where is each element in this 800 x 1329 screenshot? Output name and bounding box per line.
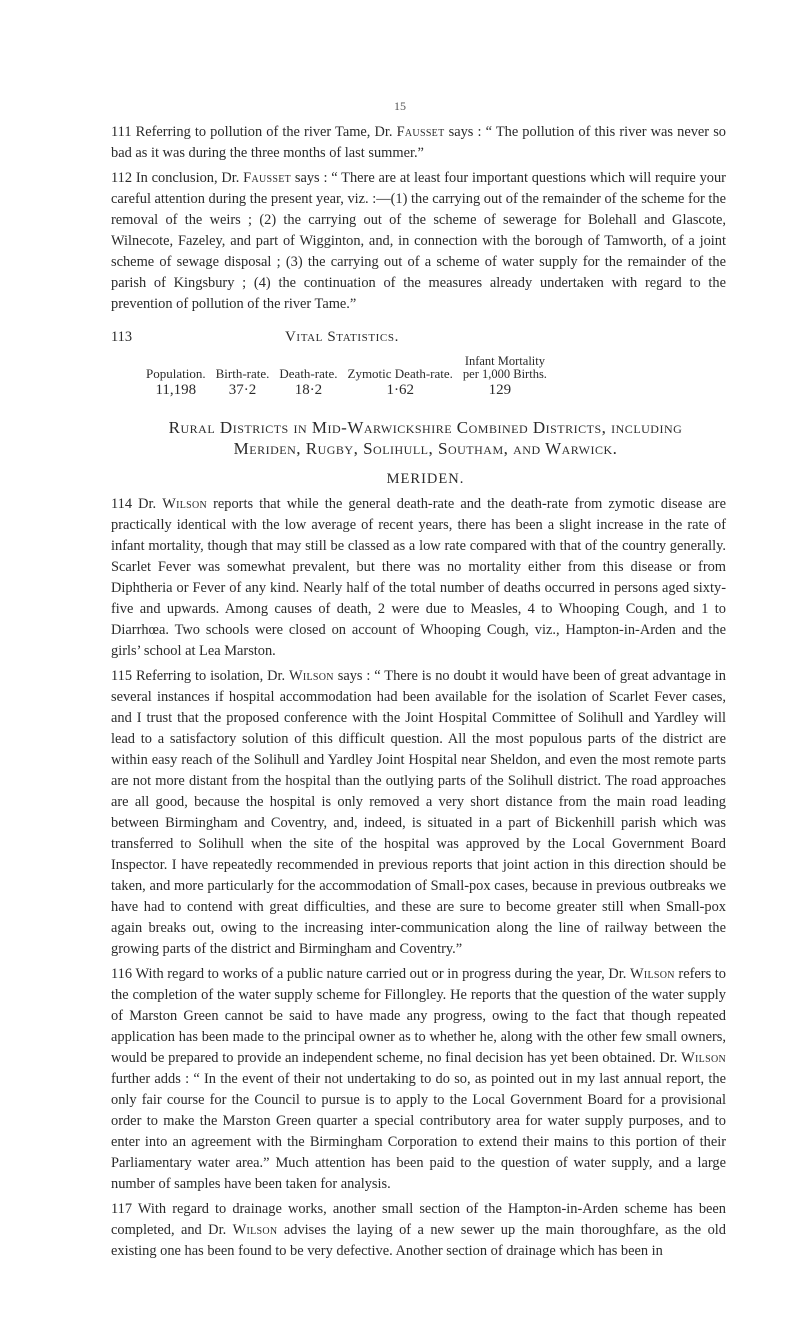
- vital-statistics-heading: [111, 327, 726, 345]
- document-body: [111, 122, 726, 1266]
- author-name: Fausset: [396, 124, 445, 140]
- paragraph-114: 114 Dr. Wilson reports that while the general death-rate and the death-rate from zymotic disease are practically identical with the low average of recent years, there has been a slight increase in the rate of infant mortality, though that may still be classed as a low rate compared with that of the country generally. Scarlet Fever was somewhat prevalent, but there was no mortality either from this disease or from Diphtheria or Fever of any kind. Nearly half of the total number of deaths occurred in persons aged sixty-five and upwards. Among causes of death, 2 were due to Measles, 4 to Whooping Cough, and 1 to Diarrhœa. Two schools were closed on account of Whooping Cough, viz., Hampton-in-Arden and the girls’ school at Lea Marston.: [111, 496, 726, 659]
- header-death-rate: Death-rate.: [279, 366, 338, 381]
- header-zymotic-death-rate: Zymotic Death-rate.: [347, 366, 453, 381]
- table-values-row: [146, 381, 547, 397]
- author-name: Wilson: [289, 668, 334, 684]
- author-name: Wilson: [232, 1222, 278, 1238]
- page-number: 15: [394, 99, 406, 113]
- paragraph-number: 112: [111, 170, 133, 186]
- paragraph-number: 113: [111, 329, 133, 345]
- paragraph-number: 116: [111, 966, 133, 982]
- paragraph-number: 114: [111, 496, 133, 512]
- paragraph-number: 111: [111, 124, 132, 140]
- paragraph-116: 116 With regard to works of a public nature carried out or in progress during the year, Dr. Wilson refers to the completion of the water supply scheme for Fillongley. He reports that the question of the water supply of Marston Green cannot be said to have made any progress, owing to the fact that though repeated application has been made to the principal owner as to whether he, along with the other few small owners, would be prepared to provide an independent scheme, no final decision has yet been obtained. Dr. Wilson further adds : “ In the event of their not undertaking to do so, as pointed out in my last annual report, the only fair course for the Council to pursue is to apply to the Local Government Board for a provisional order to make the Marston Green quarter a special contributory area for water supply purposes, and to enter into an agreement with the Birmingham Corporation to extend their mains to this portion of their Parliamentary water area.” Much attention has been paid to the question of water supply, and a large number of samples have been taken for analysis.: [111, 966, 726, 1192]
- value-birth-rate: 37·2: [228, 382, 257, 398]
- vital-statistics-table: [146, 355, 547, 397]
- header-birth-rate: Birth-rate.: [215, 366, 270, 381]
- section-title: Rural Districts in Mid-Warwickshire Combined Districts, including Meriden, Rugby, Solihull, Southam, and Warwick.: [168, 418, 683, 458]
- paragraph-number: 115: [111, 668, 133, 684]
- district-subheading: MERIDEN.: [386, 471, 465, 487]
- header-infant-mortality: Infant Mortality per 1,000 Births.: [462, 354, 547, 381]
- author-name: Wilson: [681, 1050, 726, 1066]
- header-population: Population.: [146, 366, 206, 381]
- paragraph-117: 117 With regard to drainage works, another small section of the Hampton-in-Arden scheme has been completed, and Dr. Wilson advises the laying of a new sewer up the main thoroughfare, as the old existing one has been found to be very defective. Another section of drainage which has been in: [111, 1201, 726, 1259]
- table-header-row: [146, 355, 547, 381]
- paragraph-111: 111 Referring to pollution of the river Tame, Dr. Fausset says : “ The pollution of this river was never so bad as it was during the three months of last summer.”: [111, 124, 726, 161]
- paragraph-112: 112 In conclusion, Dr. Fausset says : “ There are at least four important questions which will require your careful attention during the present year, viz. :—(1) the carrying out of the remainder of the scheme for the removal of the weirs ; (2) the carrying out of the scheme of sewerage for Bolehall and Glascote, Wilnecote, Fazeley, and part of Wigginton, and, in connection with the borough of Tamworth, of a joint scheme of sewage disposal ; (3) the carrying out of a scheme of water supply for the remainder of the parish of Kingsbury ; (4) the continuation of the measures already undertaken with regard to the prevention of pollution of the river Tame.”: [111, 170, 726, 312]
- author-name: Wilson: [162, 496, 208, 512]
- author-name: Fausset: [243, 170, 292, 186]
- vital-statistics-title: Vital Statistics.: [285, 329, 399, 345]
- paragraph-115: 115 Referring to isolation, Dr. Wilson says : “ There is no doubt it would have been of great advantage in several instances if hospital accommodation had been available for the isolation of Scarlet Fever cases, and I trust that the proposed conference with the Joint Hospital Committee of Solihull and Yardley will lead to a satisfactory solution of this difficult question. All the most populous parts of the district are within easy reach of the Solihull and Yardley Joint Hospital near Sheldon, and even the most remote parts are not more distant from the hospital than the outlying parts of the Solihull district. The road approaches are all good, because the hospital is only removed a very short distance from the main road leading between Birmingham and Coventry, and, indeed, is situated in a part of Bickenhill parish which was transferred to Solihull when the site of the hospital was approved by the Local Government Board Inspector. I have repeatedly recommended in previous reports that joint action in this direction should be taken, and more particularly for the accommodation of Small-pox cases, because in previous outbreaks we have had to contend with great difficulties, and these are sure to become greater still when Small-pox again breaks out, owing to the increasing inter-communication along the line of railway between the growing parts of the district and Birmingham and Coventry.”: [111, 668, 726, 957]
- value-infant-mortality: 129: [488, 382, 512, 398]
- value-death-rate: 18·2: [294, 382, 323, 398]
- value-population: 11,198: [155, 382, 197, 398]
- value-zymotic-death-rate: 1·62: [386, 382, 414, 398]
- paragraph-number: 117: [111, 1201, 133, 1217]
- author-name: Wilson: [629, 966, 675, 982]
